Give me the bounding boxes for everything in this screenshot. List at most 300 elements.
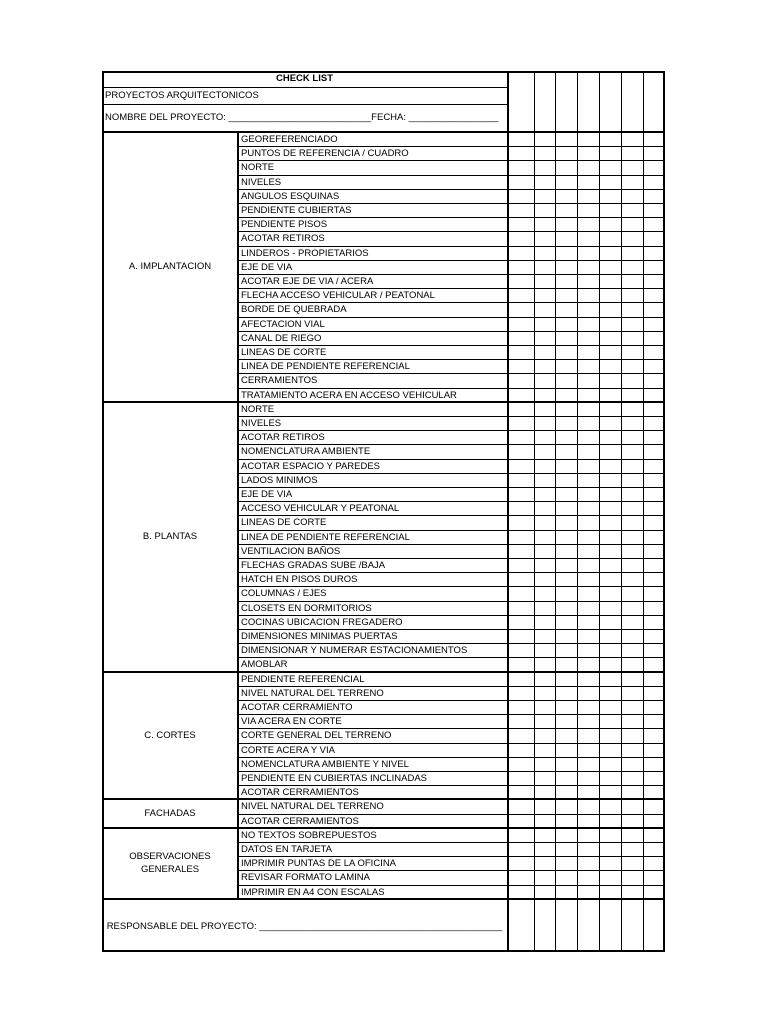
check-cell[interactable]	[556, 842, 577, 856]
check-cell[interactable]	[622, 274, 643, 288]
check-cell[interactable]	[508, 288, 534, 302]
check-cell[interactable]	[508, 828, 534, 842]
check-cell[interactable]	[622, 345, 643, 359]
check-cell[interactable]	[578, 416, 599, 430]
check-cell[interactable]	[644, 203, 665, 217]
check-cell[interactable]	[508, 799, 534, 813]
check-cell[interactable]	[622, 515, 643, 529]
check-cell[interactable]	[508, 189, 534, 203]
check-cell[interactable]	[578, 288, 599, 302]
check-cell[interactable]	[622, 544, 643, 558]
check-cell[interactable]	[535, 572, 555, 586]
check-cell[interactable]	[535, 430, 555, 444]
check-cell[interactable]	[535, 714, 555, 728]
check-cell[interactable]	[644, 444, 665, 458]
check-cell[interactable]	[644, 331, 665, 345]
check-cell[interactable]	[600, 473, 621, 487]
check-cell[interactable]	[508, 814, 534, 828]
check-cell[interactable]	[600, 203, 621, 217]
check-cell[interactable]	[600, 714, 621, 728]
check-cell[interactable]	[644, 373, 665, 387]
check-cell[interactable]	[644, 771, 665, 785]
check-cell[interactable]	[508, 757, 534, 771]
check-cell[interactable]	[556, 487, 577, 501]
check-cell[interactable]	[508, 515, 534, 529]
check-cell[interactable]	[578, 160, 599, 174]
check-cell[interactable]	[535, 885, 555, 899]
check-cell[interactable]	[556, 388, 577, 402]
check-cell[interactable]	[622, 586, 643, 600]
check-cell[interactable]	[622, 246, 643, 260]
check-cell[interactable]	[622, 203, 643, 217]
check-cell[interactable]	[508, 373, 534, 387]
check-cell[interactable]	[578, 885, 599, 899]
check-cell[interactable]	[600, 515, 621, 529]
check-cell[interactable]	[578, 870, 599, 884]
check-cell[interactable]	[644, 799, 665, 813]
check-cell[interactable]	[535, 274, 555, 288]
check-cell[interactable]	[535, 842, 555, 856]
check-cell[interactable]	[535, 515, 555, 529]
check-cell[interactable]	[600, 231, 621, 245]
check-cell[interactable]	[556, 799, 577, 813]
check-cell[interactable]	[600, 402, 621, 416]
check-cell[interactable]	[535, 288, 555, 302]
check-cell[interactable]	[556, 160, 577, 174]
check-cell[interactable]	[508, 558, 534, 572]
check-cell[interactable]	[556, 856, 577, 870]
check-cell[interactable]	[556, 459, 577, 473]
check-cell[interactable]	[535, 856, 555, 870]
check-cell[interactable]	[556, 217, 577, 231]
check-cell[interactable]	[600, 743, 621, 757]
check-cell[interactable]	[508, 586, 534, 600]
check-cell[interactable]	[578, 274, 599, 288]
check-cell[interactable]	[600, 572, 621, 586]
check-cell[interactable]	[600, 160, 621, 174]
check-cell[interactable]	[535, 217, 555, 231]
check-cell[interactable]	[508, 771, 534, 785]
check-cell[interactable]	[508, 615, 534, 629]
check-cell[interactable]	[644, 246, 665, 260]
check-cell[interactable]	[600, 615, 621, 629]
check-cell[interactable]	[508, 246, 534, 260]
check-cell[interactable]	[578, 473, 599, 487]
check-cell[interactable]	[622, 700, 643, 714]
check-cell[interactable]	[578, 615, 599, 629]
check-cell[interactable]	[535, 331, 555, 345]
check-cell[interactable]	[535, 544, 555, 558]
check-cell[interactable]	[644, 828, 665, 842]
check-cell[interactable]	[622, 388, 643, 402]
check-cell[interactable]	[644, 814, 665, 828]
check-cell[interactable]	[556, 189, 577, 203]
check-cell[interactable]	[556, 331, 577, 345]
check-cell[interactable]	[644, 388, 665, 402]
check-cell[interactable]	[508, 146, 534, 160]
check-cell[interactable]	[622, 231, 643, 245]
check-cell[interactable]	[622, 601, 643, 615]
check-cell[interactable]	[622, 799, 643, 813]
check-cell[interactable]	[578, 515, 599, 529]
check-cell[interactable]	[600, 601, 621, 615]
check-cell[interactable]	[622, 331, 643, 345]
check-cell[interactable]	[535, 373, 555, 387]
check-cell[interactable]	[508, 302, 534, 316]
check-cell[interactable]	[600, 388, 621, 402]
check-cell[interactable]	[556, 828, 577, 842]
check-cell[interactable]	[644, 231, 665, 245]
check-cell[interactable]	[535, 317, 555, 331]
check-cell[interactable]	[600, 728, 621, 742]
check-cell[interactable]	[622, 842, 643, 856]
check-cell[interactable]	[578, 260, 599, 274]
check-cell[interactable]	[556, 743, 577, 757]
check-cell[interactable]	[622, 217, 643, 231]
check-cell[interactable]	[556, 558, 577, 572]
check-cell[interactable]	[600, 501, 621, 515]
check-cell[interactable]	[535, 558, 555, 572]
check-cell[interactable]	[600, 317, 621, 331]
check-cell[interactable]	[600, 246, 621, 260]
check-cell[interactable]	[622, 473, 643, 487]
check-cell[interactable]	[622, 501, 643, 515]
responsible-line[interactable]: RESPONSABLE DEL PROYECTO: ______________________________________________	[106, 921, 503, 932]
check-cell[interactable]	[644, 302, 665, 316]
check-cell[interactable]	[535, 345, 555, 359]
check-cell[interactable]	[600, 146, 621, 160]
check-cell[interactable]	[622, 459, 643, 473]
check-cell[interactable]	[644, 842, 665, 856]
check-cell[interactable]	[556, 530, 577, 544]
check-cell[interactable]	[578, 373, 599, 387]
check-cell[interactable]	[600, 629, 621, 643]
check-cell[interactable]	[508, 203, 534, 217]
check-cell[interactable]	[578, 132, 599, 146]
check-cell[interactable]	[535, 728, 555, 742]
check-cell[interactable]	[535, 203, 555, 217]
check-cell[interactable]	[644, 515, 665, 529]
check-cell[interactable]	[644, 430, 665, 444]
check-cell[interactable]	[556, 473, 577, 487]
check-cell[interactable]	[508, 686, 534, 700]
check-cell[interactable]	[600, 799, 621, 813]
check-cell[interactable]	[644, 487, 665, 501]
check-cell[interactable]	[535, 402, 555, 416]
check-cell[interactable]	[508, 530, 534, 544]
check-cell[interactable]	[622, 416, 643, 430]
check-cell[interactable]	[508, 459, 534, 473]
check-cell[interactable]	[644, 700, 665, 714]
check-cell[interactable]	[508, 856, 534, 870]
check-cell[interactable]	[556, 586, 577, 600]
check-cell[interactable]	[556, 870, 577, 884]
check-cell[interactable]	[644, 870, 665, 884]
check-cell[interactable]	[508, 175, 534, 189]
check-cell[interactable]	[644, 416, 665, 430]
check-cell[interactable]	[578, 714, 599, 728]
check-cell[interactable]	[508, 430, 534, 444]
check-cell[interactable]	[600, 672, 621, 686]
check-cell[interactable]	[535, 487, 555, 501]
check-cell[interactable]	[644, 615, 665, 629]
check-cell[interactable]	[578, 146, 599, 160]
check-cell[interactable]	[556, 359, 577, 373]
check-cell[interactable]	[622, 558, 643, 572]
check-cell[interactable]	[600, 189, 621, 203]
check-cell[interactable]	[508, 572, 534, 586]
check-cell[interactable]	[508, 870, 534, 884]
check-cell[interactable]	[535, 771, 555, 785]
check-cell[interactable]	[622, 487, 643, 501]
check-cell[interactable]	[556, 132, 577, 146]
check-cell[interactable]	[644, 672, 665, 686]
check-cell[interactable]	[578, 430, 599, 444]
check-cell[interactable]	[622, 870, 643, 884]
check-cell[interactable]	[556, 288, 577, 302]
check-cell[interactable]	[578, 246, 599, 260]
project-name-date-line[interactable]: NOMBRE DEL PROYECTO: ___________________________FECHA: _________________	[105, 112, 499, 123]
check-cell[interactable]	[644, 146, 665, 160]
check-cell[interactable]	[600, 530, 621, 544]
check-cell[interactable]	[578, 757, 599, 771]
check-cell[interactable]	[535, 615, 555, 629]
check-cell[interactable]	[578, 700, 599, 714]
check-cell[interactable]	[556, 672, 577, 686]
check-cell[interactable]	[600, 700, 621, 714]
check-cell[interactable]	[600, 288, 621, 302]
check-cell[interactable]	[578, 444, 599, 458]
check-cell[interactable]	[644, 728, 665, 742]
check-cell[interactable]	[600, 302, 621, 316]
check-cell[interactable]	[644, 686, 665, 700]
check-cell[interactable]	[644, 189, 665, 203]
check-cell[interactable]	[622, 373, 643, 387]
check-cell[interactable]	[535, 359, 555, 373]
check-cell[interactable]	[600, 643, 621, 657]
check-cell[interactable]	[600, 260, 621, 274]
check-cell[interactable]	[644, 175, 665, 189]
check-cell[interactable]	[622, 728, 643, 742]
check-cell[interactable]	[556, 302, 577, 316]
check-cell[interactable]	[644, 288, 665, 302]
check-cell[interactable]	[508, 388, 534, 402]
check-cell[interactable]	[600, 132, 621, 146]
check-cell[interactable]	[578, 842, 599, 856]
check-cell[interactable]	[535, 672, 555, 686]
check-cell[interactable]	[600, 657, 621, 671]
check-cell[interactable]	[535, 132, 555, 146]
check-cell[interactable]	[556, 814, 577, 828]
check-cell[interactable]	[622, 771, 643, 785]
check-cell[interactable]	[622, 530, 643, 544]
check-cell[interactable]	[600, 870, 621, 884]
check-cell[interactable]	[508, 629, 534, 643]
check-cell[interactable]	[600, 331, 621, 345]
check-cell[interactable]	[644, 657, 665, 671]
check-cell[interactable]	[644, 473, 665, 487]
check-cell[interactable]	[578, 345, 599, 359]
check-cell[interactable]	[556, 771, 577, 785]
check-cell[interactable]	[578, 657, 599, 671]
check-cell[interactable]	[535, 260, 555, 274]
check-cell[interactable]	[644, 544, 665, 558]
check-cell[interactable]	[556, 728, 577, 742]
check-cell[interactable]	[535, 799, 555, 813]
check-cell[interactable]	[578, 586, 599, 600]
check-cell[interactable]	[644, 530, 665, 544]
check-cell[interactable]	[578, 487, 599, 501]
check-cell[interactable]	[556, 146, 577, 160]
check-cell[interactable]	[600, 586, 621, 600]
check-cell[interactable]	[535, 586, 555, 600]
check-cell[interactable]	[600, 459, 621, 473]
check-cell[interactable]	[600, 885, 621, 899]
check-cell[interactable]	[622, 856, 643, 870]
check-cell[interactable]	[535, 189, 555, 203]
check-cell[interactable]	[508, 473, 534, 487]
check-cell[interactable]	[556, 657, 577, 671]
check-cell[interactable]	[600, 444, 621, 458]
check-cell[interactable]	[508, 160, 534, 174]
check-cell[interactable]	[600, 828, 621, 842]
check-cell[interactable]	[644, 714, 665, 728]
check-cell[interactable]	[556, 615, 577, 629]
check-cell[interactable]	[508, 317, 534, 331]
check-cell[interactable]	[600, 345, 621, 359]
check-cell[interactable]	[556, 274, 577, 288]
check-cell[interactable]	[600, 416, 621, 430]
check-cell[interactable]	[578, 672, 599, 686]
check-cell[interactable]	[535, 643, 555, 657]
check-cell[interactable]	[622, 160, 643, 174]
check-cell[interactable]	[600, 544, 621, 558]
check-cell[interactable]	[508, 885, 534, 899]
check-cell[interactable]	[556, 515, 577, 529]
check-cell[interactable]	[578, 217, 599, 231]
check-cell[interactable]	[578, 317, 599, 331]
check-cell[interactable]	[508, 217, 534, 231]
check-cell[interactable]	[600, 814, 621, 828]
check-cell[interactable]	[556, 686, 577, 700]
check-cell[interactable]	[578, 501, 599, 515]
check-cell[interactable]	[508, 700, 534, 714]
check-cell[interactable]	[622, 317, 643, 331]
check-cell[interactable]	[622, 288, 643, 302]
check-cell[interactable]	[556, 885, 577, 899]
check-cell[interactable]	[600, 175, 621, 189]
check-cell[interactable]	[508, 544, 534, 558]
check-cell[interactable]	[508, 728, 534, 742]
check-cell[interactable]	[556, 714, 577, 728]
check-cell[interactable]	[622, 146, 643, 160]
check-cell[interactable]	[508, 743, 534, 757]
check-cell[interactable]	[556, 416, 577, 430]
check-cell[interactable]	[622, 260, 643, 274]
check-cell[interactable]	[644, 402, 665, 416]
check-cell[interactable]	[578, 189, 599, 203]
check-cell[interactable]	[622, 686, 643, 700]
check-cell[interactable]	[578, 572, 599, 586]
check-cell[interactable]	[535, 444, 555, 458]
check-cell[interactable]	[644, 217, 665, 231]
check-cell[interactable]	[578, 643, 599, 657]
check-cell[interactable]	[535, 828, 555, 842]
check-cell[interactable]	[578, 601, 599, 615]
check-cell[interactable]	[578, 402, 599, 416]
check-cell[interactable]	[556, 373, 577, 387]
check-cell[interactable]	[535, 629, 555, 643]
check-cell[interactable]	[535, 743, 555, 757]
check-cell[interactable]	[600, 274, 621, 288]
check-cell[interactable]	[508, 260, 534, 274]
check-cell[interactable]	[556, 501, 577, 515]
check-cell[interactable]	[644, 601, 665, 615]
check-cell[interactable]	[508, 714, 534, 728]
check-cell[interactable]	[622, 402, 643, 416]
check-cell[interactable]	[578, 231, 599, 245]
check-cell[interactable]	[556, 402, 577, 416]
check-cell[interactable]	[535, 870, 555, 884]
check-cell[interactable]	[578, 728, 599, 742]
check-cell[interactable]	[578, 203, 599, 217]
check-cell[interactable]	[644, 586, 665, 600]
check-cell[interactable]	[508, 657, 534, 671]
check-cell[interactable]	[578, 828, 599, 842]
check-cell[interactable]	[535, 146, 555, 160]
check-cell[interactable]	[535, 416, 555, 430]
check-cell[interactable]	[556, 544, 577, 558]
check-cell[interactable]	[644, 274, 665, 288]
check-cell[interactable]	[508, 643, 534, 657]
check-cell[interactable]	[508, 359, 534, 373]
check-cell[interactable]	[535, 686, 555, 700]
check-cell[interactable]	[578, 175, 599, 189]
check-cell[interactable]	[535, 246, 555, 260]
check-cell[interactable]	[644, 317, 665, 331]
check-cell[interactable]	[600, 757, 621, 771]
check-cell[interactable]	[535, 160, 555, 174]
check-cell[interactable]	[535, 231, 555, 245]
check-cell[interactable]	[600, 856, 621, 870]
check-cell[interactable]	[644, 757, 665, 771]
check-cell[interactable]	[644, 572, 665, 586]
check-cell[interactable]	[644, 856, 665, 870]
check-cell[interactable]	[535, 757, 555, 771]
check-cell[interactable]	[535, 657, 555, 671]
check-cell[interactable]	[600, 217, 621, 231]
check-cell[interactable]	[556, 430, 577, 444]
check-cell[interactable]	[535, 601, 555, 615]
check-cell[interactable]	[578, 814, 599, 828]
check-cell[interactable]	[556, 601, 577, 615]
check-cell[interactable]	[535, 175, 555, 189]
check-cell[interactable]	[556, 260, 577, 274]
check-cell[interactable]	[622, 657, 643, 671]
check-cell[interactable]	[600, 359, 621, 373]
check-cell[interactable]	[556, 345, 577, 359]
check-cell[interactable]	[622, 743, 643, 757]
check-cell[interactable]	[578, 629, 599, 643]
check-cell[interactable]	[578, 331, 599, 345]
check-cell[interactable]	[508, 601, 534, 615]
check-cell[interactable]	[556, 317, 577, 331]
check-cell[interactable]	[622, 302, 643, 316]
check-cell[interactable]	[535, 530, 555, 544]
check-cell[interactable]	[644, 345, 665, 359]
check-cell[interactable]	[508, 402, 534, 416]
check-cell[interactable]	[508, 231, 534, 245]
